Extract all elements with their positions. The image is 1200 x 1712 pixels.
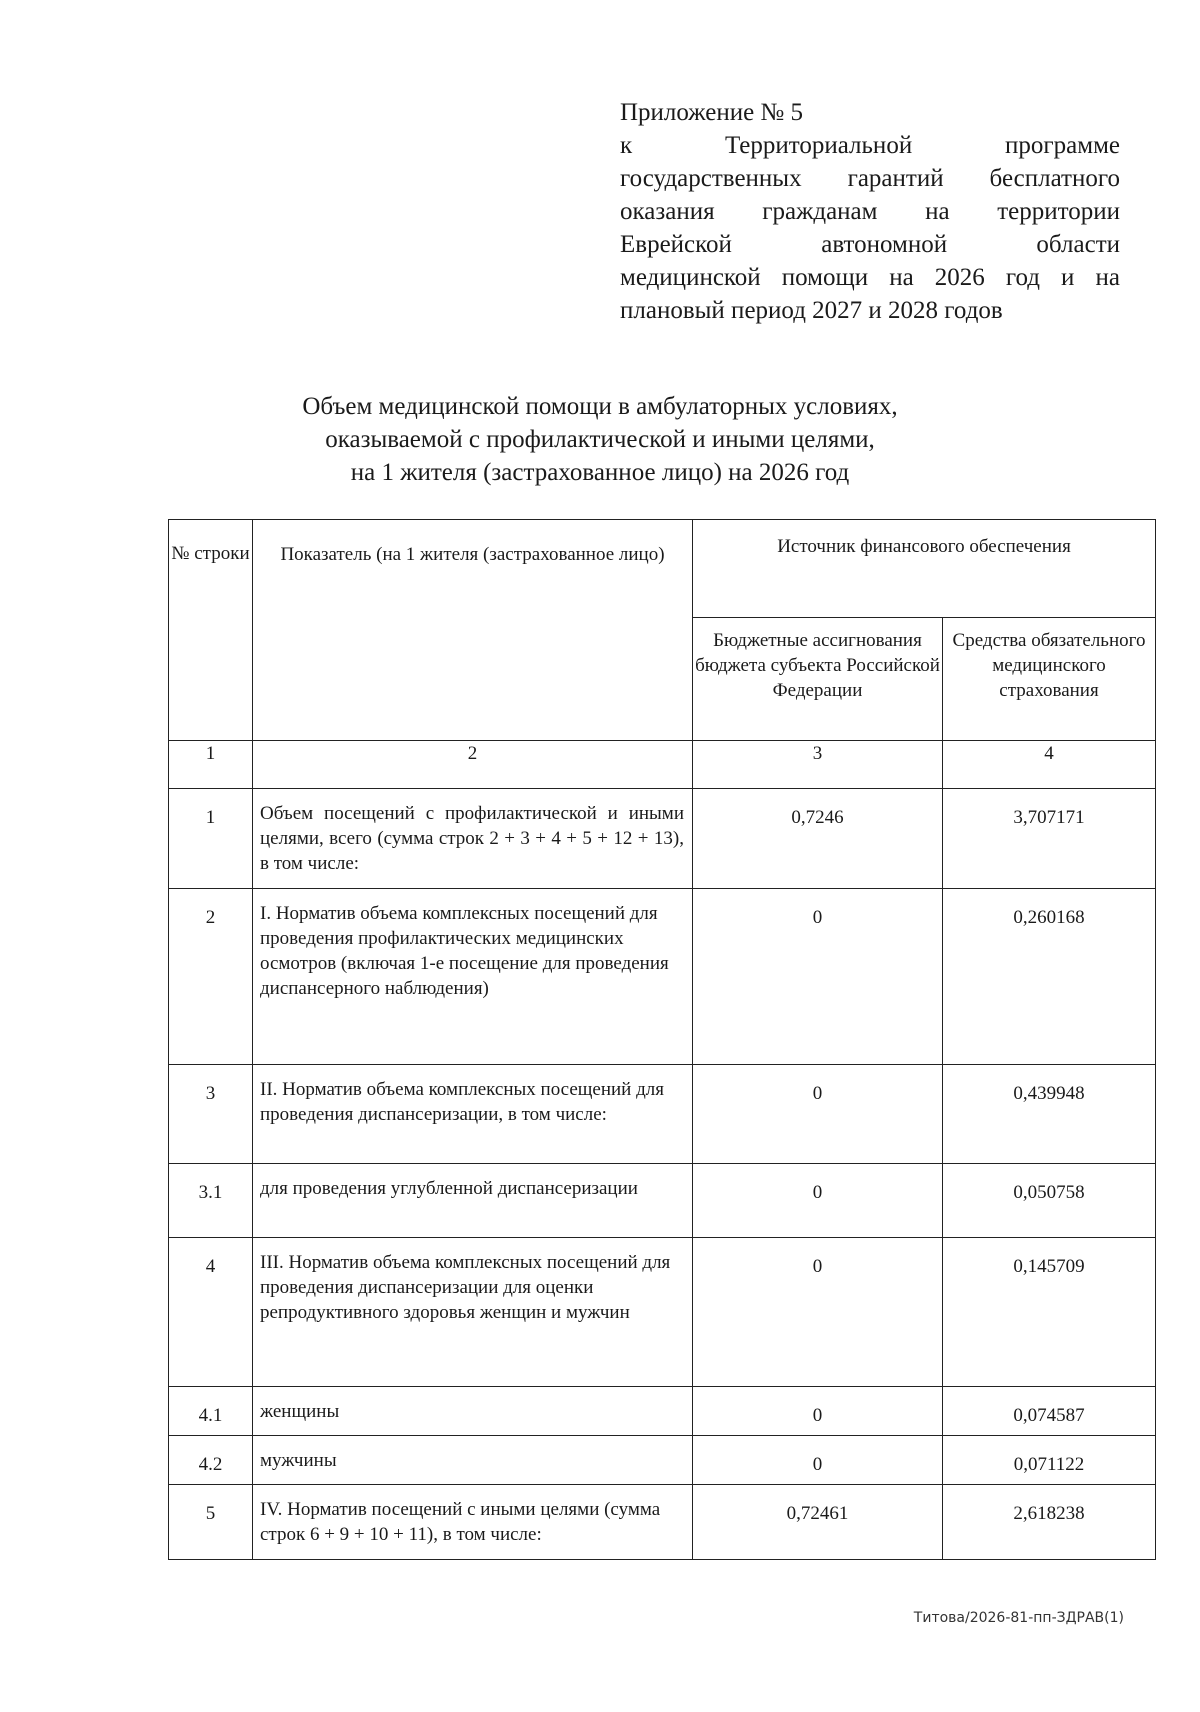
appendix-line: оказания гражданам на территории: [620, 198, 1120, 225]
appendix-line: медицинской помощи на 2026 год и на: [620, 264, 1120, 291]
table-row: [169, 789, 1156, 889]
row-budget-value: 0: [693, 1164, 943, 1238]
appendix-line: плановый период 2027 и 2028 годов: [620, 297, 1003, 324]
row-number: 2: [169, 889, 253, 1065]
appendix-line: к Территориальной программе: [620, 132, 1120, 159]
title-line: оказываемой с профилактической и иными целями,: [325, 426, 875, 453]
title-line: на 1 жителя (застрахованное лицо) на 2026 год: [350, 459, 850, 486]
row-oms-value: 0,145709: [943, 1238, 1156, 1387]
table-row: [169, 1065, 1156, 1164]
volume-table: [168, 519, 1156, 1560]
row-budget-value: 0,72461: [693, 1485, 943, 1560]
appendix-title: Приложение № 5: [620, 99, 804, 126]
appendix-line: государственных гарантий бесплатного: [620, 165, 1120, 192]
row-budget-value: 0: [693, 1436, 943, 1485]
row-number: 4.1: [169, 1387, 253, 1436]
table-row: [169, 1164, 1156, 1238]
table-row: [169, 1238, 1156, 1387]
document-title: [240, 390, 960, 489]
row-indicator: IV. Норматив посещений с иными целями (сумма строк 6 + 9 + 10 + 11), в том числе:: [253, 1485, 693, 1560]
row-budget-value: 0,7246: [693, 789, 943, 889]
row-budget-value: 0: [693, 889, 943, 1065]
header-oms: Средства обязательного медицинского страхования: [943, 618, 1156, 741]
row-oms-value: 0,260168: [943, 889, 1156, 1065]
row-indicator: женщины: [253, 1387, 693, 1436]
row-number: 1: [169, 789, 253, 889]
row-indicator: II. Норматив объема комплексных посещений для проведения диспансеризации, в том числе:: [253, 1065, 693, 1164]
row-oms-value: 0,074587: [943, 1387, 1156, 1436]
row-budget-value: 0: [693, 1238, 943, 1387]
column-number: 3: [693, 741, 943, 789]
row-oms-value: 3,707171: [943, 789, 1156, 889]
row-budget-value: 0: [693, 1387, 943, 1436]
appendix-line: Еврейской автономной области: [620, 231, 1120, 258]
row-indicator: для проведения углубленной диспансеризации: [253, 1164, 693, 1238]
header-budget: Бюджетные ассигнования бюджета субъекта Российской Федерации: [693, 618, 943, 741]
row-number: 5: [169, 1485, 253, 1560]
column-number: 2: [253, 741, 693, 789]
document-footer-code: Титова/2026-81-пп-ЗДРАВ(1): [913, 1610, 1124, 1626]
row-indicator: мужчины: [253, 1436, 693, 1485]
table-row: [169, 889, 1156, 1065]
row-oms-value: 2,618238: [943, 1485, 1156, 1560]
header-row-number: № строки: [169, 520, 253, 741]
appendix-header: [620, 96, 1120, 327]
row-oms-value: 0,050758: [943, 1164, 1156, 1238]
row-number: 4: [169, 1238, 253, 1387]
row-number: 3: [169, 1065, 253, 1164]
table-row: [169, 1436, 1156, 1485]
row-indicator: I. Норматив объема комплексных посещений для проведения профилактических медицинских осмотров (включая 1-е посещение для проведения диспансерного наблюдения): [253, 889, 693, 1065]
header-indicator: Показатель (на 1 жителя (застрахованное лицо): [253, 520, 693, 741]
row-indicator: III. Норматив объема комплексных посещений для проведения диспансеризации для оценки репродуктивного здоровья женщин и мужчин: [253, 1238, 693, 1387]
table-row: [169, 1485, 1156, 1560]
header-funding-source: Источник финансового обеспечения: [693, 520, 1156, 618]
row-oms-value: 0,439948: [943, 1065, 1156, 1164]
table-row: [169, 1387, 1156, 1436]
row-oms-value: 0,071122: [943, 1436, 1156, 1485]
row-number: 4.2: [169, 1436, 253, 1485]
row-indicator: Объем посещений с профилактической и иными целями, всего (сумма строк 2 + 3 + 4 + 5 + 12 + 13), в том числе:: [253, 789, 693, 889]
title-line: Объем медицинской помощи в амбулаторных условиях,: [302, 393, 898, 420]
row-budget-value: 0: [693, 1065, 943, 1164]
column-number: 4: [943, 741, 1156, 789]
row-number: 3.1: [169, 1164, 253, 1238]
column-number: 1: [169, 741, 253, 789]
